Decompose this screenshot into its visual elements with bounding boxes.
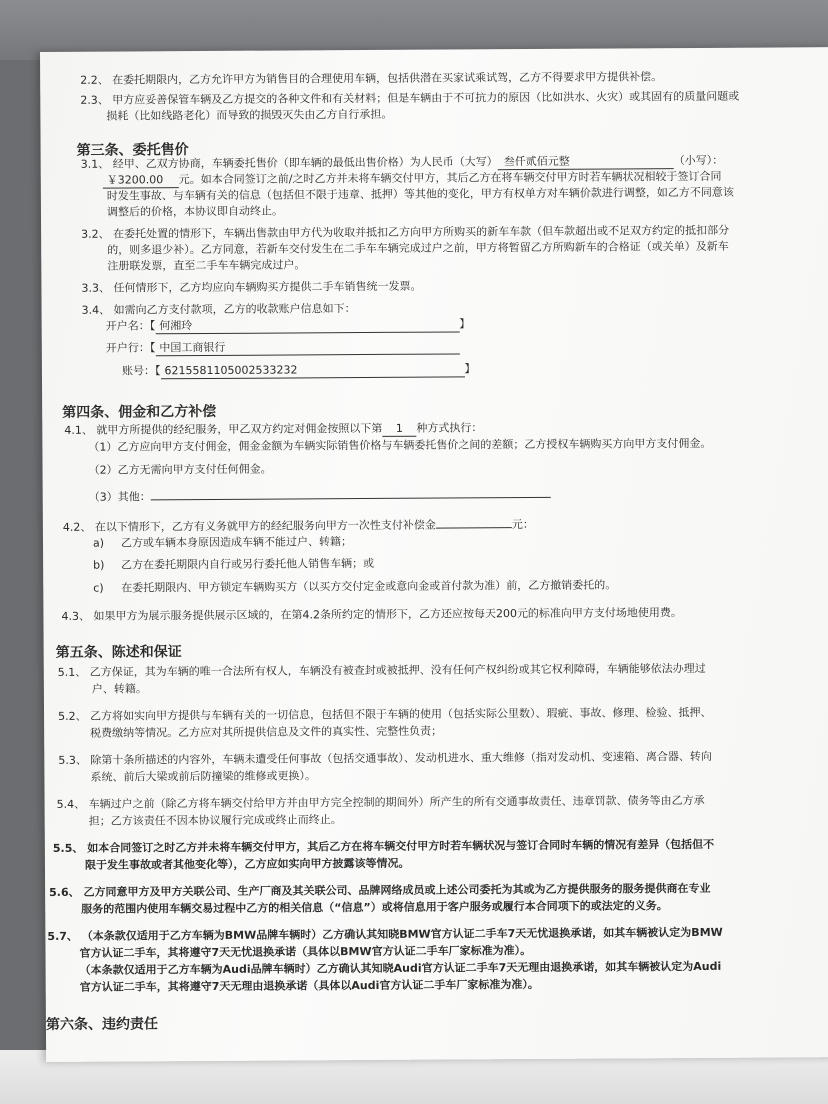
section-6-title: 第六条、违约责任	[45, 1016, 158, 1033]
bracket-close: 】	[464, 362, 476, 376]
account-bank-label: 开户行：【	[105, 341, 156, 355]
clause-5-3-line2: 系统、前后大梁或前后防撞梁的维修或更换）。	[90, 769, 316, 784]
account-number-label: 账号：【	[121, 364, 161, 378]
clause-5-4-line2: 担；乙方该责任不因本协议履行完成或终止而终止。	[88, 813, 342, 828]
item-a-key: a)	[92, 536, 105, 550]
clause-5-1-line1: 5.1、 乙方保证，其为车辆的唯一合法所有权人，车辆没有被查封或被抵押、没有任何产权纠纷或其它权利障碍，车辆能够依法办理过	[57, 661, 706, 679]
clause-4-1	[64, 421, 482, 439]
clause-4-1-text: 4.1、 就甲方所提供的经纪服务，甲乙双方约定对佣金按照以下第	[64, 421, 383, 437]
clause-5-2-line1: 5.2、 乙方将如实向甲方提供与车辆有关的一切信息，包括但不限于车辆的使用（包括实际公里数）、瑕疵、事故、修理、检验、抵押、	[58, 705, 712, 723]
option-2: （2）乙方无需向甲方支付任何佣金。	[88, 462, 272, 477]
clause-5-5-line1: 5.5、 如本合同签订之时乙方并未将车辆交付甲方，其后乙方在将车辆交付甲方时若车辆状况与签订合同时车辆的情况有差异（包括但不	[52, 837, 715, 855]
clause-5-2-line2: 税费缴纳等情况。乙方应对其所提供信息及文件的真实性、完整性负责；	[90, 724, 443, 740]
section-3-title: 第三条、委托售价	[76, 142, 189, 159]
option-1: （1）乙方应向甲方支付佣金，佣金金额为车辆实际销售价格与车辆委托售价之间的差额；乙方授权车辆购买方向甲方支付佣金。	[88, 436, 712, 454]
option-3-field	[151, 485, 551, 500]
clause-2-2: 2.2、 在委托期限内，乙方允许甲方为销售目的合理使用车辆，包括供潜在买家试乘试驾，乙方不得要求甲方提供补偿。	[80, 70, 663, 87]
clause-3-2-line3: 注册联发票，直至二手车车辆完成过户。	[107, 258, 306, 273]
account-bank-field: 中国工商银行	[155, 339, 459, 356]
clause-3-2-line2: 的，则多退少补）。乙方同意，若新车交付发生在二手车车辆完成过户之前，甲方将暂留乙方所购新车的合格证（或关单）及新车	[107, 239, 729, 257]
clause-3-1-line3: 时发生事故、与车辆有关的信息（包括但不限于违章、抵押）等其他的变化，甲方有权单方对车辆价款进行调整，如乙方不同意该	[106, 185, 734, 203]
clause-5-5-line2: 限于发生事故或者其他变化等），乙方应如实向甲方披露该等情况。	[84, 856, 410, 872]
clause-4-2	[63, 515, 534, 535]
account-name-field: 何湘玲	[155, 317, 459, 334]
clause-3-1-line2-text: 元。如本合同签订之前/之时乙方并未将车辆交付甲方，其后乙方在将车辆交付甲方时若车辆状况相较于签订合同	[178, 169, 722, 187]
item-b: 乙方在委托期限内自行或另行委托他人销售车辆；或	[121, 556, 375, 572]
clause-5-6-line2: 服务的范围内使用车辆交易过程中乙方的相关信息（“信息”）或将信息用于客户服务或履行本合同项下的或法定的义务。	[81, 899, 668, 916]
account-name-label: 开户名：【	[105, 319, 156, 333]
clause-3-4: 3.4、 如需向乙方支付款项，乙方的收款账户信息如下：	[81, 302, 356, 317]
clause-5-6-line1: 5.6、 乙方同意甲方及甲方关联公司、生产厂商及其关联公司、品牌网络成员或上述公司委托为其或为乙方提供服务的服务提供商在专业	[49, 881, 711, 899]
compensation-field	[436, 515, 512, 528]
clause-5-7-line1: 5.7、 （本条款仅适用于乙方车辆为BMW品牌车辆时）乙方确认其知晓BMW官方认证二手车7天无忧退换承诺，如其车辆被认定为BMW	[47, 925, 723, 943]
clause-3-1-text: 3.1、 经甲、乙双方协商，车辆委托售价（即车辆的最低出售价格）为人民币（大写）	[80, 155, 498, 171]
clause-3-3: 3.3、 任何情形下，乙方均应向车辆购买方提供二手车销售统一发票。	[81, 279, 422, 295]
account-number-field: 6215581105002533232	[160, 362, 464, 379]
item-c-key: c)	[93, 581, 104, 595]
section-5-title: 第五条、陈述和保证	[55, 644, 182, 661]
clause-5-7-line3: （本条款仅适用于乙方车辆为Audi品牌车辆时）乙方确认其知晓Audi官方认证二手车7天无理由退换承诺，如其车辆被认定为Audi	[79, 959, 722, 977]
contract-page	[40, 47, 828, 1062]
item-b-key: b)	[93, 558, 105, 572]
account-name-row	[106, 317, 471, 334]
section-4-title: 第四条、佣金和乙方补偿	[62, 403, 217, 421]
clause-3-1-lowercase-label: （小写）：	[673, 153, 724, 168]
clause-4-2-post: 元：	[511, 517, 534, 532]
account-number-row	[122, 362, 476, 379]
clause-5-7-line4: 官方认证二手车，其将遵守7天无理由退换承诺（具体以Audi官方认证二手车厂家标准为准）。	[79, 977, 539, 994]
price-in-figures-field: ￥3200.00	[103, 173, 179, 188]
option-3	[89, 485, 551, 505]
clause-3-1-line4: 调整后的价格，本协议即自动终止。	[106, 204, 284, 219]
clause-4-2-text: 4.2、 在以下情形下，乙方有义务就甲方的经纪服务向甲方一次性支付补偿金	[62, 518, 436, 534]
item-c: 在委托期限内、甲方锁定车辆购买方（以买方交付定金或意向金或首付款为准）前，乙方撤销委托的。	[121, 578, 617, 595]
account-bank-row	[106, 339, 460, 356]
clause-2-3-line2: 损耗（比如线路老化）而导致的损毁灭失由乙方自行承担。	[106, 107, 393, 123]
clause-2-3-line1: 2.3、 甲方应妥善保管车辆及乙方提交的各种文件和有关材料；但是车辆由于不可抗力的原因（比如洪水、火灾）或其固有的质量问题或	[80, 89, 740, 107]
item-a: 乙方或车辆本身原因造成车辆不能过户、转籍；	[120, 535, 353, 550]
bracket-close: 】	[459, 317, 471, 331]
clause-5-4-line1: 5.4、 车辆过户之前（除乙方将车辆交付给甲方并由甲方完全控制的期间外）所产生的所有交通事故责任、违章罚款、债务等由乙方承	[56, 793, 705, 811]
clause-4-1-post: 种方式执行：	[416, 421, 483, 435]
clause-5-3-line1: 5.3、 除第十条所描述的内容外，车辆未遭受任何事故（包括交通事故）、发动机进水、重大维修（指对发动机、变速箱、离合器、转向	[58, 749, 712, 767]
clause-3-2-line1: 3.2、 在委托处置的情形下，车辆出售款由甲方代为收取并抵扣乙方向甲方所购买的新车车款（但车款超出或不足双方约定的抵扣部分	[81, 223, 730, 241]
clause-4-3: 4.3、 如果甲方为展示服务提供展示区域的，在第4.2条所约定的情形下，乙方还应按每天200元的标准向甲方支付场地使用费。	[61, 606, 682, 623]
commission-option-field: 1	[382, 422, 416, 437]
option-3-label: （3）其他：	[88, 490, 151, 504]
clause-5-7-line2: 官方认证二手车，其将遵守7天无忧退换承诺（具体以BMW官方认证二手车厂家标准为准）。	[79, 944, 532, 960]
price-in-words-field: 叁仟贰佰元整	[498, 154, 674, 170]
clause-5-1-line2: 户、转籍。	[91, 682, 147, 696]
